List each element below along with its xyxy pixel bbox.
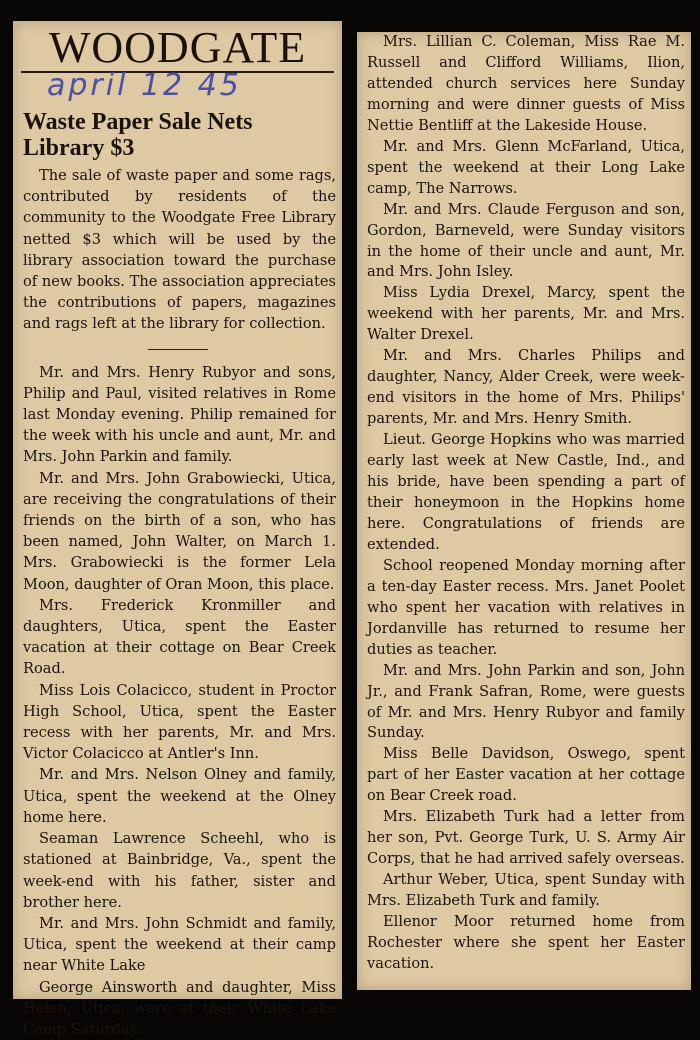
article-headline: Waste Paper Sale Nets Library $3 [23, 109, 253, 161]
news-item: Miss Belle Davidson, Oswego, spent part of her Easter vacation at her cottage on Bear Creek road. [367, 745, 685, 805]
handwritten-date: april 12 45 [47, 68, 242, 103]
news-item: Mr. and Mrs. John Grabowiecki, Utica, are receiving the congratulations of their friends on the birth of a son, who has been named, John Walter, on March 1. Mrs. Grabowiecki is the former Lela Moon, daughter of Oran Moon, this place. [23, 469, 336, 593]
article-paragraph: The sale of waste paper and some rags, contributed by residents of the community to the Woodgate Free Library netted $3 which will be used by the library association toward the purchase of new books. The association appreciates the contributions of papers, magazines and rags left at the library for collection. [23, 167, 336, 333]
news-item: Mrs. Frederick Kronmiller and daughters, Utica, spent the Easter vacation at their cottage on Bear Creek Road. [23, 596, 336, 678]
news-item: Mr. and Mrs. Glenn McFarland, Utica, spent the weekend at their Long Lake camp, The Narrows. [367, 137, 685, 197]
news-item: Mrs. Elizabeth Turk had a letter from her son, Pvt. George Turk, U. S. Army Air Corps, that he had arrived safely overseas. [367, 808, 685, 868]
left-clipping [13, 21, 342, 1038]
news-item: Mr. and Mrs. Nelson Olney and family, Utica, spent the weekend at the Olney home here. [23, 766, 336, 826]
news-item: Mr. and Mrs. Claude Ferguson and son, Gordon, Barneveld, were Sunday visitors in the home of their uncle and aunt, Mr. and Mrs. John Isley. [367, 200, 685, 281]
news-item: Mr. and Mrs. Charles Philips and daughter, Nancy, Alder Creek, were week-end visitors in the home of Mrs. Philips' parents, Mr. and Mrs. Henry Smith. [367, 347, 685, 428]
news-item: Mr. and Mrs. John Schmidt and family, Utica, spent the weekend at their camp near White Lake [23, 914, 336, 975]
news-item: Arthur Weber, Utica, spent Sunday with Mrs. Elizabeth Turk and family. [367, 871, 685, 910]
news-item: Lieut. George Hopkins who was married early last week at New Castle, Ind., and his bride, have been spending a part of their honeymoon in the Hopkins home here. Congratulations of friends are extended. [367, 431, 685, 553]
news-item: Mrs. Lillian C. Coleman, Miss Rae M. Russell and Clifford Williams, Ilion, attended church services here Sunday morning and were dinner guests of Miss Nettie Bentliff at the Lakeside House. [367, 33, 685, 134]
news-item: Mr. and Mrs. John Parkin and son, John Jr., and Frank Safran, Rome, were guests of Mr. and Mrs. Henry Rubyor and family Sunday. [367, 661, 685, 742]
news-item: Miss Lois Colacicco, student in Proctor High School, Utica, spent the Easter recess with her parents, Mr. and Mrs. Victor Colacicco at Antler's Inn. [23, 681, 336, 763]
news-item: George Ainsworth and daughter, Miss Helen, Utica, were at their White Lake Camp Saturday. [23, 978, 336, 1038]
right-clipping [357, 32, 691, 990]
news-item: Seaman Lawrence Scheehl, who is stationed at Bainbridge, Va., spent the week-end with his father, sister and brother here. [23, 830, 336, 911]
masthead: WOODGATE [48, 23, 307, 72]
news-item: Miss Lydia Drexel, Marcy, spent the weekend with her parents, Mr. and Mrs. Walter Drexel. [367, 284, 685, 344]
news-item: Ellenor Moor returned home from Rochester where she spent her Easter vacation. [367, 913, 685, 972]
news-item: Mr. and Mrs. Henry Rubyor and sons, Philip and Paul, visited relatives in Rome last Monday evening. Philip remained for the week with his uncle and aunt, Mr. and Mrs. John Parkin and family. [23, 363, 336, 466]
news-item: School reopened Monday morning after a ten-day Easter recess. Mrs. Janet Poolet who spent her vacation with relatives in Jordanville has returned to resume her duties as teacher. [367, 556, 685, 658]
article-divider [148, 349, 208, 350]
